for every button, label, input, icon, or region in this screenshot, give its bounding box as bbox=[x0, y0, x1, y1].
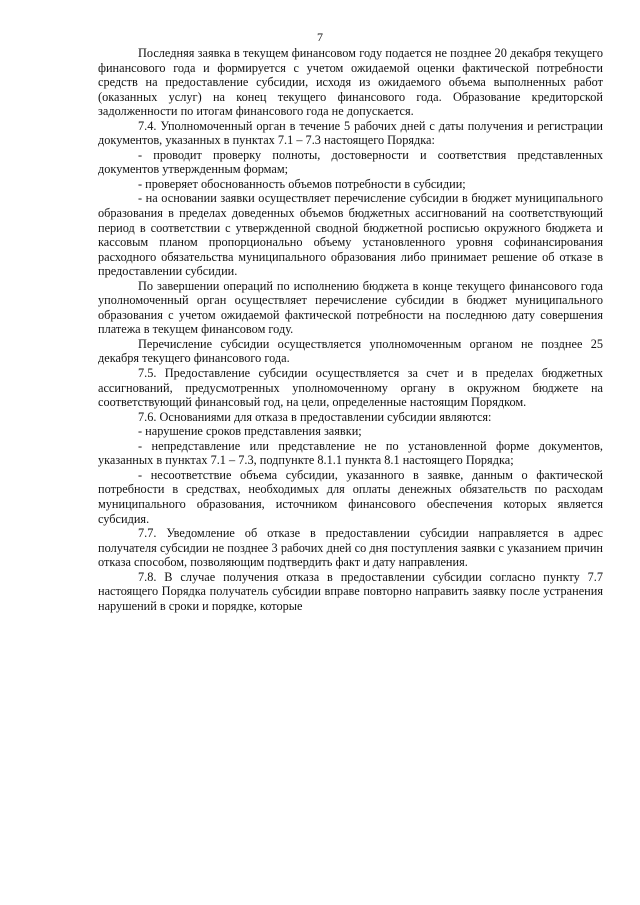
paragraph-7-4: 7.4. Уполномоченный орган в течение 5 рабочих дней с даты получения и регистрации документов, указанных в пунктах 7.1 – 7.3 настоящего Порядка: bbox=[98, 118, 603, 148]
paragraph-transfer-deadline: Перечисление субсидии осуществляется уполномоченным органом не позднее 25 декабря текущего финансового года. bbox=[98, 336, 603, 366]
list-item-transfer-subsidy: - на основании заявки осуществляет перечисление субсидии в бюджет муниципального образования в пределах доведенных объемов бюджетных ассигнований на соответствующий период в соответствии с утвержденной сводной бюджетной росписью окружного бюджета и кассовым планом пропорционально объему установленного уровня софинансирования расходного обязательства муниципального образования либо принимает решение об отказе в предоставлении субсидии. bbox=[98, 191, 603, 279]
list-item-deadline-violation: - нарушение сроков представления заявки; bbox=[138, 424, 362, 439]
paragraph-year-end-operations: По завершении операций по исполнению бюджета в конце текущего финансового года уполномоченный орган осуществляет перечисление субсидии в бюджет муниципального образования с учетом ожидаемой фактической потребности на последнюю дату совершения платежа в текущем финансовом году. bbox=[98, 278, 603, 337]
paragraph-7-6: 7.6. Основаниями для отказа в предоставлении субсидии являются: bbox=[138, 409, 492, 424]
list-item-missing-documents: - непредставление или представление не по установленной форме документов, указанных в пунктах 7.1 – 7.3, подпункте 8.1.1 пункта 8.1 настоящего Порядка; bbox=[98, 438, 603, 468]
paragraph-7-8: 7.8. В случае получения отказа в предоставлении субсидии согласно пункту 7.7 настоящего Порядка получатель субсидии вправе повторно направить заявку после устранения нарушений в сроки и порядке, которые bbox=[98, 569, 603, 613]
document-body bbox=[98, 46, 603, 613]
paragraph-7-7: 7.7. Уведомление об отказе в предоставлении субсидии направляется в адрес получателя субсидии не позднее 3 рабочих дней со дня поступления заявки с указанием причин отказа способом, позволяющим подтвердить факт и дату направления. bbox=[98, 526, 603, 570]
list-item-amount-mismatch: - несоответствие объема субсидии, указанного в заявке, данным о фактической потребности в средствах, необходимых для оплаты денежных обязательств по расходам муниципального образования, источником финансового обеспечения которых является субсидия. bbox=[98, 467, 603, 526]
list-item-check-validity: - проверяет обоснованность объемов потребности в субсидии; bbox=[138, 176, 466, 191]
paragraph-7-5: 7.5. Предоставление субсидии осуществляется за счет и в пределах бюджетных ассигнований, предусмотренных уполномоченному органу в окружном бюджете на соответствующий финансовый год, на цели, определенные настоящим Порядком. bbox=[98, 366, 603, 410]
paragraph-last-request: Последняя заявка в текущем финансовом году подается не позднее 20 декабря текущего финансового года и формируется с учетом ожидаемой оценки фактической потребности средств на предоставление субсидии, исходя из ожидаемого объема выполненных работ (оказанных услуг) на конец текущего финансового года. Образование кредиторской задолженности по итогам финансового года не допускается. bbox=[98, 46, 603, 119]
list-item-check-completeness: - проводит проверку полноты, достоверности и соответствия представленных документов утвержденным формам; bbox=[98, 147, 603, 177]
page-number: 7 bbox=[317, 30, 323, 44]
